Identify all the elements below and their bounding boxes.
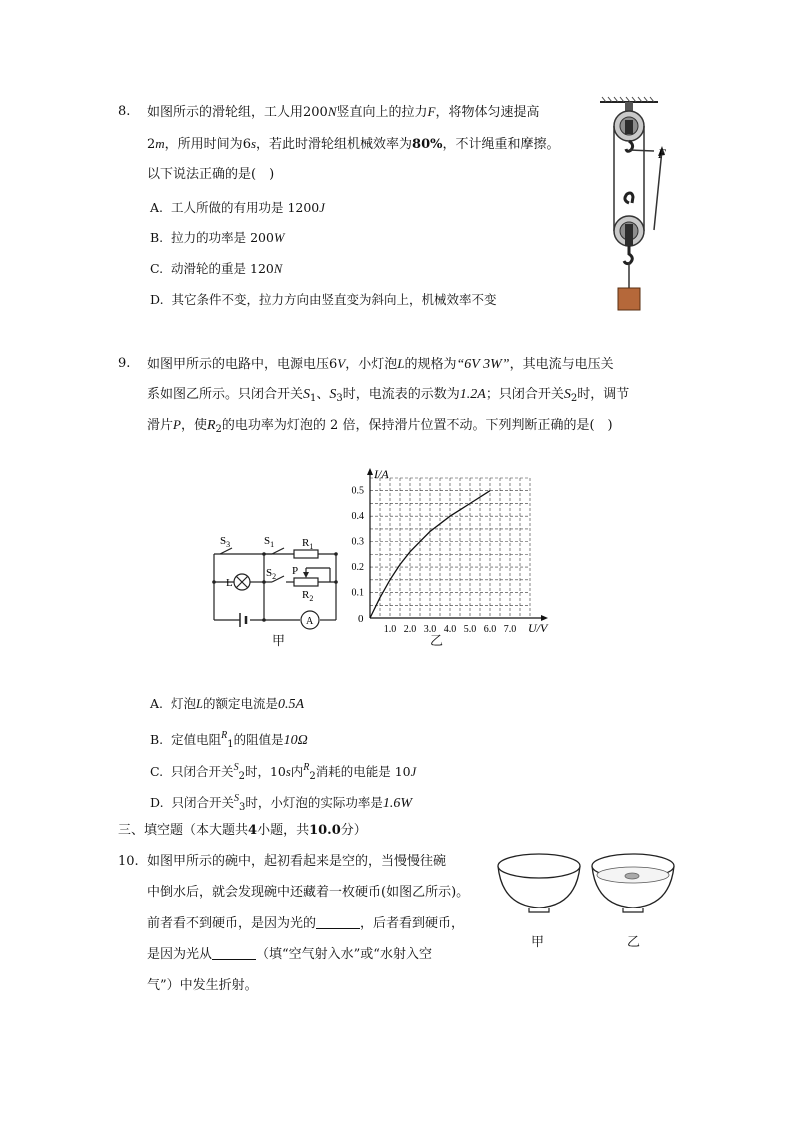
- q9-option-a[interactable]: A. 灯泡L的额定电流是0.5A: [150, 696, 305, 712]
- q9-number: 9.: [118, 356, 131, 371]
- graph-ticks: [352, 486, 517, 635]
- label-r2: $R_2$: [302, 589, 314, 603]
- x-tick-label: 7.0: [503, 624, 517, 635]
- q9-option-d[interactable]: D. 只闭合开关$^S_3$时，小灯泡的实际功率是1.6W: [150, 793, 413, 813]
- graph-grid: [370, 478, 530, 618]
- label-s3: $S_3$: [220, 535, 231, 549]
- label-s1: $S_1$: [264, 535, 275, 549]
- answer-blank-2[interactable]: [212, 947, 256, 960]
- q10-line-3: 前者看不到硬币，是因为光的 ，后者看到硬币，: [147, 916, 465, 931]
- label-lamp: L: [226, 577, 233, 589]
- iu-graph: [340, 466, 550, 636]
- load-block: [618, 288, 640, 310]
- y-tick-label: 0.4: [351, 511, 364, 523]
- graph-xlabel: U/V: [528, 621, 548, 635]
- q10-line-2: 中倒水后，就会发现碗中还藏着一枚硬币(如图乙所示)。: [147, 885, 470, 900]
- section-3-heading: 三、填空题（本大题共4小题，共10.0分）: [118, 823, 367, 838]
- resistor-r2: [294, 578, 318, 586]
- q8-option-d[interactable]: D. 其它条件不变，拉力方向由竖直变为斜向上，机械效率不变: [150, 292, 497, 307]
- label-s2: $S_2$: [266, 567, 277, 581]
- q8-number: 8.: [118, 104, 131, 119]
- graph-ylabel: I/A: [374, 467, 389, 481]
- y-axis-arrow: [367, 468, 373, 475]
- q10-line-5: 气”）中发生折射。: [147, 978, 258, 993]
- x-tick-label: 1.0: [383, 624, 397, 635]
- answer-blank-1[interactable]: [316, 916, 360, 929]
- q8-option-c[interactable]: C. 动滑轮的重是 120N: [150, 261, 283, 276]
- q10-line-1: 如图甲所示的碗中，起初看起来是空的，当慢慢往碗: [147, 854, 447, 869]
- y-tick-label: 0.3: [351, 536, 364, 548]
- x-tick-label: 3.0: [423, 624, 437, 635]
- x-tick-label: 4.0: [443, 624, 457, 635]
- x-tick-label: 5.0: [463, 624, 477, 635]
- q8-option-b[interactable]: B. 拉力的功率是 200W: [150, 230, 285, 245]
- bowl-caption-right: 乙: [627, 935, 641, 950]
- y-tick-label: 0.1: [351, 587, 364, 599]
- graph-origin: 0: [358, 613, 364, 625]
- q8-option-a[interactable]: A. 工人所做的有用功是 1200J: [150, 200, 325, 215]
- pulley-figure: [594, 96, 684, 316]
- label-p: P: [292, 565, 299, 577]
- q9-line-1: 如图甲所示的电路中，电源电压6V，小灯泡L的规格为“6V 3W”，其电流与电压关: [147, 356, 614, 372]
- bowl-with-water: [588, 848, 678, 918]
- q8-line-3: 以下说法正确的是( ): [147, 167, 275, 182]
- resistor-r1: [294, 550, 318, 558]
- coin-icon: [625, 873, 639, 879]
- q8-line-2: 2m，所用时间为6s，若此时滑轮组机械效率为80%，不计绳重和摩擦。: [147, 136, 560, 152]
- x-tick-label: 6.0: [483, 624, 497, 635]
- label-r1: $R_1$: [302, 537, 314, 551]
- bowl-caption-left: 甲: [531, 935, 545, 950]
- graph-caption: 乙: [430, 634, 444, 649]
- q10-line-4: 是因为光从 （填“空气射入水”或“水射入空: [147, 947, 432, 962]
- q9-line-2: 系如图乙所示。只闭合开关$S_1$、$S_3$时，电流表的示数为1.2A；只闭合开关$S_2$时，调节: [147, 387, 630, 404]
- bowl-empty: [494, 848, 584, 918]
- y-tick-label: 0.5: [351, 485, 364, 497]
- q9-option-b[interactable]: B. 定值电阻$^R_1$的阻值是10Ω: [150, 730, 308, 750]
- x-tick-label: 2.0: [403, 624, 417, 635]
- pull-rope: [629, 150, 654, 151]
- q9-option-c[interactable]: C. 只闭合开关$^S_2$时，10s内$^R_2$消耗的电能是 10J: [150, 762, 417, 782]
- force-label: F: [658, 146, 666, 161]
- label-ammeter: A: [306, 616, 314, 627]
- circuit-caption: 甲: [272, 634, 286, 649]
- q9-line-3: 滑片P，使$R_2$的电功率为灯泡的 2 倍，保持滑片位置不动。下列判断正确的是( ): [147, 417, 613, 435]
- q10-number: 10.: [118, 854, 139, 869]
- y-tick-label: 0.2: [351, 562, 364, 574]
- q8-line-1: 如图所示的滑轮组，工人用200N竖直向上的拉力F，将物体匀速提高: [147, 104, 540, 120]
